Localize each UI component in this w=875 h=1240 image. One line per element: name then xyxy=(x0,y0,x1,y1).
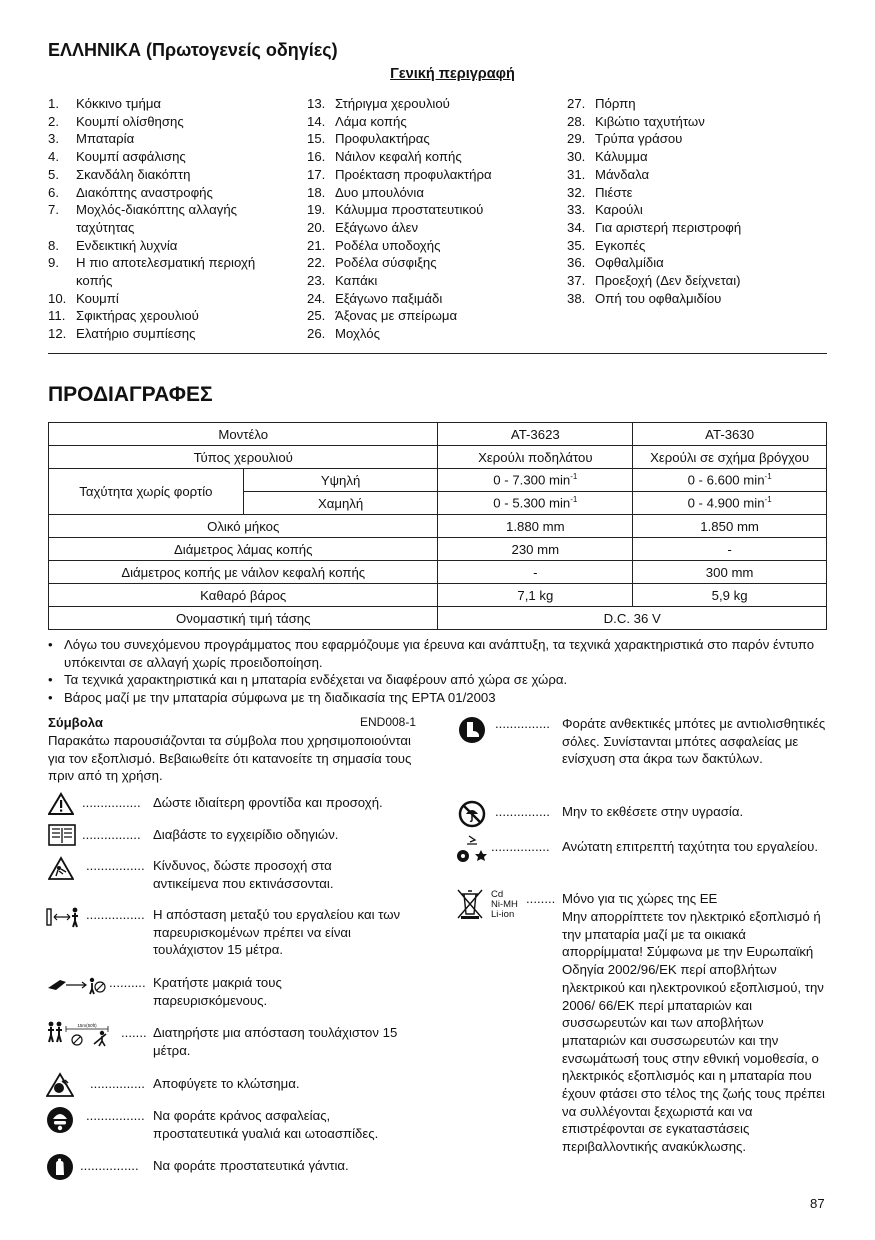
list-item xyxy=(307,307,547,325)
list-item-number: 20. xyxy=(307,219,326,235)
list-item-label: Ενδεικτική λυχνία xyxy=(76,237,178,253)
list-item-number: 13. xyxy=(307,96,326,111)
list-item xyxy=(48,290,288,308)
list-item-label: Καρούλι xyxy=(595,202,643,218)
list-item-number: 26. xyxy=(307,326,326,342)
table-cell: Μοντέλο xyxy=(49,423,438,446)
table-cell: 230 mm xyxy=(438,538,633,561)
list-item-label: Δυο μπουλόνια xyxy=(335,184,424,200)
list-item-label: Εξάγωνο άλεν xyxy=(335,219,419,235)
list-item-number: 34. xyxy=(567,219,586,235)
list-item xyxy=(48,130,288,148)
list-item xyxy=(567,254,832,272)
list-item xyxy=(48,201,288,236)
list-item xyxy=(567,237,832,255)
list-item xyxy=(567,272,832,290)
list-item xyxy=(48,254,288,289)
list-item-number: 23. xyxy=(307,273,326,289)
list-item-label: Ροδέλα υποδοχής xyxy=(335,237,441,253)
parts-list-col2 xyxy=(307,95,547,343)
list-item-number: 11. xyxy=(48,308,66,324)
table-row xyxy=(49,584,827,607)
speed-value: 0 - 4.900 min xyxy=(687,495,765,511)
list-item-label: Εγκοπές xyxy=(595,237,646,253)
safety-boots-icon xyxy=(458,716,486,744)
list-item-number: 12. xyxy=(48,326,67,342)
symbols-intro: Παρακάτω παρουσιάζονται τα σύμβολα που χρησιμοποιούνται για τον εξοπλισμό. Βεβαιωθείτε ότι κατανοείτε τη σημασία τους πριν από τη χρήση. xyxy=(48,733,412,784)
list-item-number: 2. xyxy=(48,113,59,129)
keep-distance-icon xyxy=(46,1020,116,1048)
list-item-number: 29. xyxy=(567,131,586,147)
table-cell: Χερούλι σε σχήμα βρόγχου xyxy=(633,446,827,469)
list-item-number: 27. xyxy=(567,96,586,111)
table-row xyxy=(49,561,827,584)
list-item-number: 37. xyxy=(567,273,586,289)
unit-exponent: -1 xyxy=(764,472,772,482)
unit-exponent: -1 xyxy=(570,472,578,482)
list-item-number: 24. xyxy=(307,290,326,306)
list-item xyxy=(307,325,547,343)
list-item-label: Προεξοχή (Δεν δείχνεται) xyxy=(595,273,741,289)
parts-list-col1 xyxy=(48,95,288,343)
list-item-label: Κουμπί ασφάλισης xyxy=(76,149,186,165)
specifications-title: ΠΡΟΔΙΑΓΡΑΦΕΣ xyxy=(48,383,213,406)
page-number: 87 xyxy=(810,1196,825,1211)
list-item-number: 28. xyxy=(567,113,586,129)
list-item-number: 4. xyxy=(48,149,59,165)
unit-exponent: -1 xyxy=(570,495,578,505)
list-item-number: 25. xyxy=(307,308,326,324)
speed-value: 0 - 7.300 min xyxy=(493,472,571,488)
list-item-label: Μάνδαλα xyxy=(595,166,650,182)
table-cell: Διάμετρος κοπής με νάιλον κεφαλή κοπής xyxy=(49,561,438,584)
table-cell: - xyxy=(633,538,827,561)
list-item-number: 7. xyxy=(48,202,59,218)
flying-objects-icon xyxy=(48,856,74,882)
list-item-number: 3. xyxy=(48,131,59,147)
list-item-label: Πιέστε xyxy=(595,184,633,200)
list-item xyxy=(48,95,288,113)
speed-value: 0 - 6.600 min xyxy=(687,472,765,488)
list-item xyxy=(567,113,832,131)
list-item xyxy=(307,254,547,272)
list-item xyxy=(307,237,547,255)
list-item-number: 8. xyxy=(48,237,59,253)
note-item: • Τα τεχνικά χαρακτηριστικά και η μπαταρία ενδέχεται να διαφέρουν από χώρα σε χώρα. xyxy=(48,672,568,688)
distance-bystander-icon xyxy=(46,906,80,928)
list-item-label: Σφικτήρας χερουλιού xyxy=(76,308,199,324)
table-cell: Ονομαστική τιμή τάσης xyxy=(49,607,438,630)
list-item-label: Προφυλακτήρας xyxy=(335,131,430,147)
list-item-number: 15. xyxy=(307,131,326,147)
list-item-label: Για αριστερή περιστροφή xyxy=(595,219,742,235)
max-speed-icon xyxy=(455,834,489,864)
list-item-label: Μοχλός xyxy=(335,326,380,342)
list-item-label: Ελατήριο συμπίεσης xyxy=(76,326,196,342)
list-item-number: 35. xyxy=(567,237,586,253)
list-item-number: 6. xyxy=(48,184,59,200)
list-item xyxy=(48,113,288,131)
list-item-label: Μπαταρία xyxy=(76,131,135,147)
manual-book-icon xyxy=(48,824,76,846)
table-cell: Χαμηλή xyxy=(243,492,438,515)
list-item xyxy=(48,148,288,166)
table-cell: D.C. 36 V xyxy=(438,607,827,630)
list-item xyxy=(567,219,832,237)
list-item-number: 32. xyxy=(567,184,586,200)
table-row xyxy=(49,469,827,492)
table-cell: 1.850 mm xyxy=(633,515,827,538)
list-item-number: 36. xyxy=(567,255,586,271)
list-item-label: Η πιο αποτελεσματική περιοχή κοπής xyxy=(76,255,256,289)
table-row xyxy=(49,446,827,469)
list-item-number: 14. xyxy=(307,113,326,129)
list-item xyxy=(307,95,547,113)
table-cell: AT-3623 xyxy=(438,423,633,446)
table-cell: Χερούλι ποδηλάτου xyxy=(438,446,633,469)
list-item-label: Καπάκι xyxy=(335,273,378,289)
language-title: ΕΛΛΗΝΙΚΑ (Πρωτογενείς οδηγίες) xyxy=(48,40,338,60)
list-item xyxy=(567,148,832,166)
table-cell xyxy=(438,469,633,492)
table-cell: Τύπος χερουλιού xyxy=(49,446,438,469)
table-cell: 300 mm xyxy=(633,561,827,584)
specifications-table xyxy=(48,422,827,630)
table-cell: Διάμετρος λάμας κοπής xyxy=(49,538,438,561)
symbols-title: Σύμβολα xyxy=(48,715,104,730)
list-item-number: 17. xyxy=(307,166,326,182)
list-item xyxy=(48,184,288,202)
list-item-number: 22. xyxy=(307,255,326,271)
list-item-label: Πόρπη xyxy=(595,96,636,111)
list-item-label: Κιβώτιο ταχυτήτων xyxy=(595,113,705,129)
crossed-bin-icon xyxy=(456,888,484,920)
list-item-number: 30. xyxy=(567,149,586,165)
speed-value: 0 - 5.300 min xyxy=(493,495,571,511)
table-cell: AT-3630 xyxy=(633,423,827,446)
list-item xyxy=(48,325,288,343)
list-item xyxy=(567,201,832,219)
distance-sign-label: 15m(50ft) xyxy=(77,1023,97,1028)
table-cell xyxy=(633,469,827,492)
list-item-label: Εξάγωνο παξιμάδι xyxy=(335,290,443,306)
general-description-title: Γενική περιγραφή xyxy=(390,66,515,82)
unit-exponent: -1 xyxy=(764,495,772,505)
table-cell xyxy=(438,492,633,515)
list-item xyxy=(567,130,832,148)
table-row xyxy=(49,538,827,561)
list-item-label: Διακόπτης αναστροφής xyxy=(76,184,213,200)
list-item-label: Κάλυμμα xyxy=(595,149,648,165)
list-item-label: Άξονας με σπείρωμα xyxy=(335,308,458,324)
list-item-label: Κουμπί ολίσθησης xyxy=(76,113,184,129)
list-item xyxy=(567,290,832,308)
table-cell: Ολικό μήκος xyxy=(49,515,438,538)
list-item-label: Κουμπί xyxy=(76,290,119,306)
list-item xyxy=(307,113,547,131)
list-item-label: Νάιλον κεφαλή κοπής xyxy=(335,149,462,165)
list-item xyxy=(48,166,288,184)
section-divider xyxy=(48,353,827,354)
table-cell: Καθαρό βάρος xyxy=(49,584,438,607)
list-item-number: 33. xyxy=(567,202,586,218)
list-item-number: 38. xyxy=(567,290,586,306)
kickback-warning-icon xyxy=(46,1072,74,1098)
list-item xyxy=(307,184,547,202)
list-item-number: 10. xyxy=(48,290,67,306)
list-item-label: Κόκκινο τμήμα xyxy=(76,96,162,111)
list-item xyxy=(307,166,547,184)
list-item-label: Λάμα κοπής xyxy=(335,113,407,129)
table-row xyxy=(49,515,827,538)
list-item-number: 31. xyxy=(567,166,586,182)
list-item xyxy=(307,272,547,290)
table-cell: - xyxy=(438,561,633,584)
list-item-label: Μοχλός-διακόπτης αλλαγής ταχύτητας xyxy=(76,202,238,235)
list-item-label: Οπή του οφθαλμιδίου xyxy=(595,290,722,306)
parts-list-col3 xyxy=(567,95,832,307)
list-item xyxy=(307,201,547,219)
list-item xyxy=(307,148,547,166)
list-item xyxy=(567,95,832,113)
list-item-label: Τρύπα γράσου xyxy=(595,131,683,147)
list-item-label: Προέκταση προφυλακτήρα xyxy=(335,166,492,182)
list-item xyxy=(307,219,547,237)
list-item-label: Σκανδάλη διακόπτη xyxy=(76,166,191,182)
list-item-label: Ροδέλα σύσφιξης xyxy=(335,255,437,271)
list-item-label: Στήριγμα χερουλιού xyxy=(335,96,450,111)
list-item xyxy=(307,130,547,148)
table-cell: 7,1 kg xyxy=(438,584,633,607)
list-item-number: 16. xyxy=(307,149,326,165)
table-cell: Ταχύτητα χωρίς φορτίο xyxy=(49,469,244,515)
list-item-number: 9. xyxy=(48,255,59,271)
table-row xyxy=(49,607,827,630)
table-cell: 1.880 mm xyxy=(438,515,633,538)
list-item xyxy=(567,166,832,184)
list-item xyxy=(48,237,288,255)
list-item xyxy=(307,290,547,308)
list-item-number: 1. xyxy=(48,96,59,111)
list-item-number: 19. xyxy=(307,202,326,218)
list-item-number: 21. xyxy=(307,237,326,253)
symbols-code: END008-1 xyxy=(360,715,417,729)
note-item: • Βάρος μαζί με την μπαταρία σύμφωνα με τη διαδικασία της EPTA 01/2003 xyxy=(48,690,496,706)
no-moisture-icon xyxy=(458,800,486,828)
note-item: • Λόγω του συνεχόμενου προγράμματος που εφαρμόζουμε για έρευνα και ανάπτυξη, τα τεχνικά χαρακτηριστικά στο παρόν έντυπο υπόκεινται σε αλλαγή χωρίς προειδοποίηση. xyxy=(48,637,815,670)
keep-bystanders-away-icon xyxy=(46,974,106,996)
list-item-label: Οφθαλμίδια xyxy=(595,255,664,271)
spec-notes xyxy=(48,636,828,707)
list-item-number: 5. xyxy=(48,166,59,182)
gloves-icon xyxy=(46,1153,74,1181)
table-row xyxy=(49,423,827,446)
list-item-number: 18. xyxy=(307,184,326,200)
table-cell xyxy=(633,492,827,515)
table-cell: 5,9 kg xyxy=(633,584,827,607)
list-item-label: Κάλυμμα προστατευτικού xyxy=(335,202,484,218)
list-item xyxy=(48,307,288,325)
battery-types-label: Cd Ni-MH Li-ion xyxy=(491,889,518,920)
helmet-goggles-icon xyxy=(46,1106,74,1134)
warning-triangle-icon xyxy=(48,792,74,816)
table-cell: Υψηλή xyxy=(243,469,438,492)
list-item xyxy=(567,184,832,202)
